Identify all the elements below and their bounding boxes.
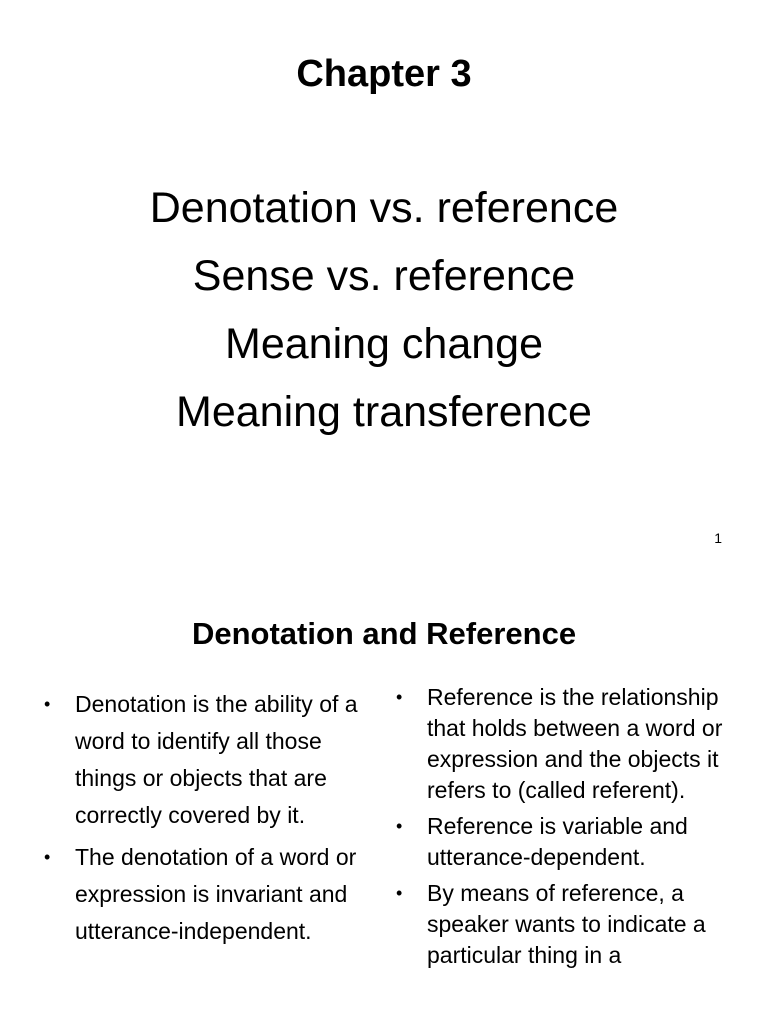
bullet-item (396, 811, 736, 873)
right-bullet-list (396, 682, 736, 976)
page-number: 1 (714, 530, 722, 546)
bullet-item (396, 682, 736, 806)
slide-2 (0, 558, 768, 1024)
bullet-icon: • (396, 816, 403, 836)
topic-item: Sense vs. reference (192, 252, 576, 300)
bullet-icon: • (396, 687, 403, 707)
bullet-item (44, 686, 374, 834)
bullet-item (396, 878, 736, 971)
bullet-item (44, 839, 374, 950)
bullet-text: Reference is the relationship that holds between a word or expression and the objects it refers to (called referent). (427, 684, 723, 803)
bullet-icon: • (44, 694, 51, 714)
topic-item: Meaning change (225, 320, 543, 368)
left-bullet-list (44, 686, 374, 955)
bullet-text: Reference is variable and utterance-dependent. (427, 813, 688, 870)
topic-item: Meaning transference (176, 388, 592, 436)
bullet-icon: • (44, 847, 51, 867)
bullet-icon: • (396, 883, 403, 903)
topic-list (0, 174, 768, 446)
bullet-text: The denotation of a word or expression is invariant and utterance-independent. (75, 844, 357, 944)
slide-title: Denotation and Reference (191, 616, 577, 651)
topic-item: Denotation vs. reference (149, 184, 619, 232)
chapter-title: Chapter 3 (296, 53, 472, 95)
bullet-text: Denotation is the ability of a word to identify all those things or objects that are correctly covered by it. (75, 691, 358, 828)
bullet-text: By means of reference, a speaker wants to indicate a particular thing in a (427, 880, 706, 968)
